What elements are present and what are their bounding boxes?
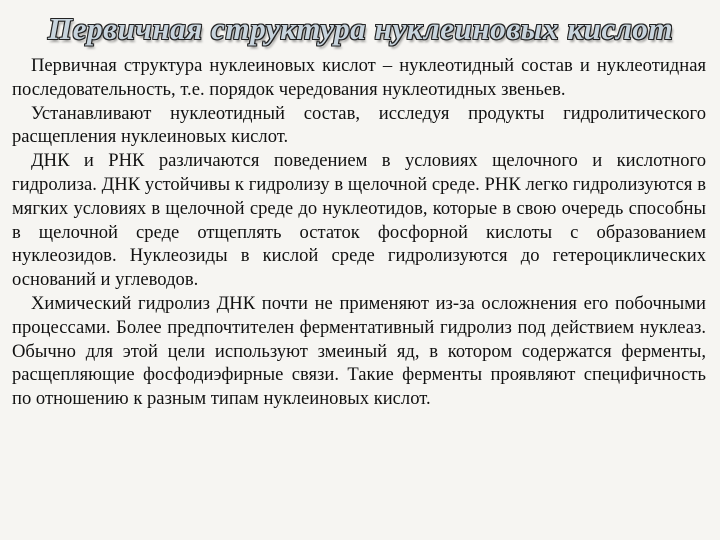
slide-title: Первичная структура нуклеиновых кислот — [48, 11, 674, 46]
paragraph-nucleotide-composition: Устанавливают нуклеотидный состав, исследуя продукты гидролитического расщепления нуклеиновых кислот. — [12, 102, 706, 148]
slide-body — [12, 54, 706, 411]
paragraph-primary-structure: Первичная структура нуклеиновых кислот – нуклеотидный состав и нуклеотидная последовательность, т.е. порядок чередования нуклеотидных звеньев. — [12, 55, 706, 100]
paragraph-enzymatic-hydrolysis: Химический гидролиз ДНК почти не применяют из-за осложнения его побочными процессами. Более предпочтителен ферментативный гидролиз под действием нуклеаз. Обычно для этой цели используют змеиный яд, в котором содержатся ферменты, расщепляющие фосфодиэфирные связи. Такие ферменты проявляют специфичность по отношению к разным типам нуклеиновых кислот. — [12, 292, 706, 410]
paragraph-hydrolysis-differences: ДНК и РНК различаются поведением в условиях щелочного и кислотного гидролиза. ДНК устойчивы к гидролизу в щелочной среде. РНК легко гидролизуются в мягких условиях в щелочной среде до нуклеотидов, которые в свою очередь способны в щелочной среде отщеплять остаток фосфорной кислоты с образованием нуклеозидов. Нуклеозиды в кислой среде гидролизуются до гетероциклических оснований и углеводов. — [12, 150, 706, 291]
